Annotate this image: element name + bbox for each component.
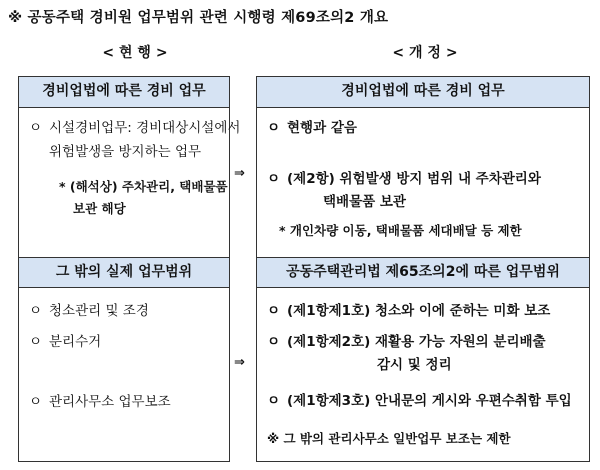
- arrow-right-icon: ⇒: [234, 355, 245, 370]
- document-title: ※ 공동주택 경비원 업무범위 관련 시행령 제69조의2 개요: [8, 10, 389, 26]
- revised-item2-line2: 택배물품 보관: [323, 194, 406, 210]
- revised-item5: [267, 389, 572, 413]
- current-item2-text: 청소관리 및 조경: [49, 303, 149, 319]
- revised-item2-line1: [267, 167, 541, 191]
- current-note-line2: 보관 해당: [73, 201, 126, 216]
- revised-item5-text: (제1항제3호) 안내문의 게시와 우편수취함 투입: [287, 393, 572, 409]
- current-column-heading: < 현 행 >: [102, 45, 168, 61]
- current-item4: [29, 390, 171, 414]
- revised-section2-header: 공동주택관리법 제65조의2에 따른 업무범위: [257, 257, 589, 288]
- revised-note1: * 개인차량 이동, 택배물품 세대배달 등 제한: [279, 223, 522, 238]
- current-item3-text: 분리수거: [49, 334, 102, 350]
- bullet-icon: ㅇ: [267, 120, 281, 136]
- revised-item2-text: (제2항) 위험발생 방지 범위 내 주차관리와: [287, 171, 541, 187]
- current-item1-line2: 위험발생을 방지하는 업무: [49, 144, 202, 160]
- bullet-icon: ㅇ: [29, 120, 43, 136]
- revised-column-heading: < 개 정 >: [392, 45, 458, 61]
- current-item1-text: 시설경비업무: 경비대상시설에서: [49, 120, 241, 136]
- revised-item4-line1: [267, 330, 546, 354]
- current-section2: [19, 257, 229, 288]
- revised-item4-text: (제1항제2호) 재활용 가능 자원의 분리배출: [287, 334, 546, 350]
- revised-item3-text: (제1항제1호) 청소와 이에 준하는 미화 보조: [287, 303, 551, 319]
- revised-section2: [257, 257, 589, 288]
- current-panel: [18, 76, 241, 462]
- revised-item1: [267, 116, 357, 140]
- bullet-icon: ㅇ: [29, 394, 43, 410]
- current-item3: [29, 330, 101, 354]
- current-item4-text: 관리사무소 업무보조: [49, 394, 171, 410]
- bullet-icon: ㅇ: [267, 334, 281, 350]
- current-section2-header: 그 밖의 실제 업무범위: [19, 257, 229, 288]
- current-section1-header: 경비업법에 따른 경비 업무: [19, 77, 229, 108]
- bullet-icon: ㅇ: [267, 171, 281, 187]
- bullet-icon: ㅇ: [267, 303, 281, 319]
- arrow-right-icon: ⇒: [234, 166, 245, 181]
- current-item2: [29, 299, 149, 323]
- revised-item3: [267, 299, 550, 323]
- current-item1-line1: [29, 116, 240, 140]
- revised-note2: ※ 그 밖의 관리사무소 일반업무 보조는 제한: [267, 431, 511, 446]
- bullet-icon: ㅇ: [267, 393, 281, 409]
- bullet-icon: ㅇ: [29, 303, 43, 319]
- current-note-line1: * (해석상) 주차관리, 택배물품: [59, 179, 228, 194]
- revised-panel: [256, 76, 590, 462]
- revised-item4-line2: 감시 및 정리: [377, 357, 452, 373]
- revised-section1-header: 경비업법에 따른 경비 업무: [257, 77, 589, 108]
- bullet-icon: ㅇ: [29, 334, 43, 350]
- revised-item1-text: 현행과 같음: [287, 120, 357, 136]
